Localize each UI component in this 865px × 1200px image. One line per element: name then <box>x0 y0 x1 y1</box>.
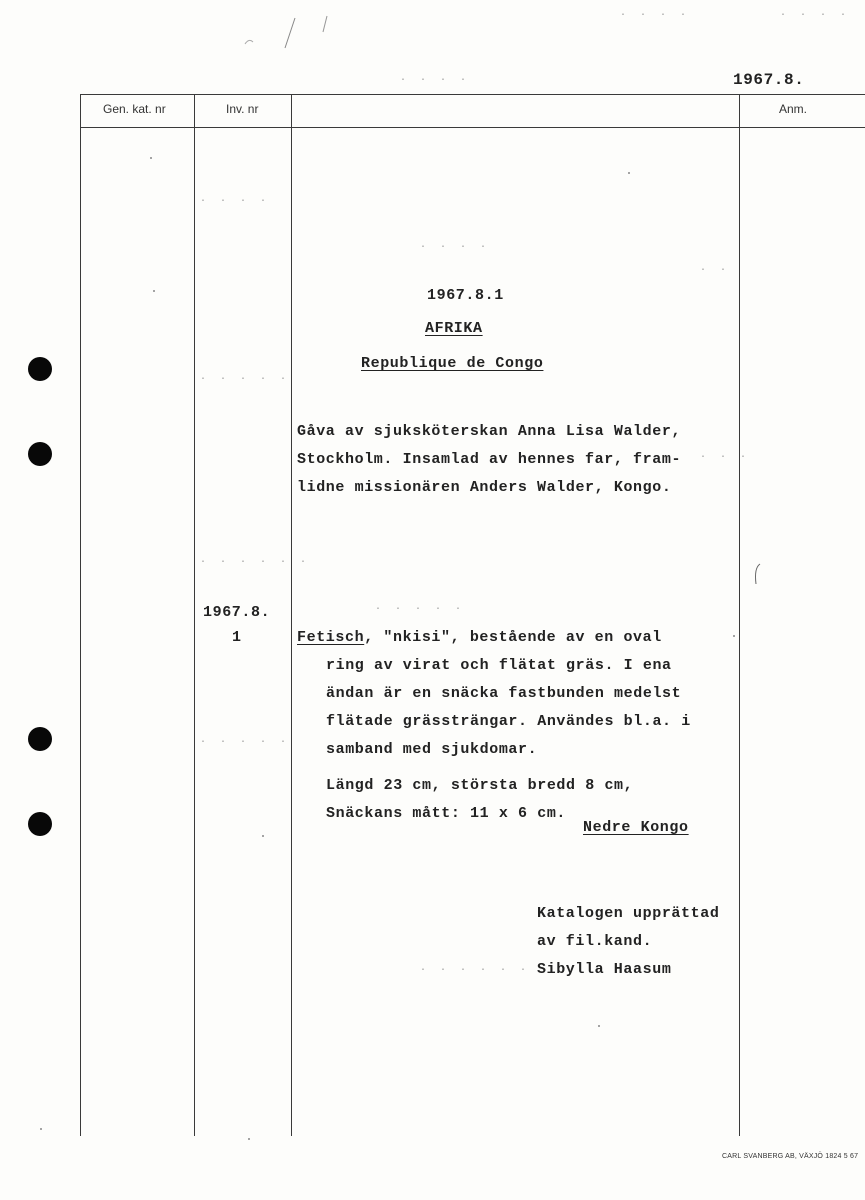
binder-hole <box>28 442 52 466</box>
printer-mark: CARL SVANBERG AB, VÄXJÖ 1824 5 67 <box>722 1153 859 1160</box>
item-measure-line: Snäckans mått: 11 x 6 cm. <box>326 805 567 822</box>
scan-speck <box>262 835 264 837</box>
scan-dots: · · · · <box>780 10 851 21</box>
item-line: flätade grässträngar. Användes bl.a. i <box>326 713 691 730</box>
scan-dots: · · · · <box>400 75 471 86</box>
scan-dots: · · · · · <box>375 604 466 615</box>
scan-speck <box>598 1025 600 1027</box>
form-column-rule-anm <box>739 94 740 1136</box>
item-measure-line: Längd 23 cm, största bredd 8 cm, <box>326 777 634 794</box>
scan-speck <box>40 1128 42 1130</box>
header-inv-nr: Inv. nr <box>226 102 259 116</box>
scan-dots: · · · · <box>620 10 691 21</box>
entry-country: Republique de Congo <box>361 355 544 372</box>
inv-number: 1967.8. <box>203 604 271 621</box>
item-region: Nedre Kongo <box>583 819 689 836</box>
entry-number: 1967.8.1 <box>427 287 504 304</box>
binder-hole <box>28 812 52 836</box>
item-first-line <box>297 624 691 652</box>
item-line: ändan är en snäcka fastbunden medelst <box>326 685 682 702</box>
entry-continent: AFRIKA <box>425 320 483 337</box>
scan-speck <box>248 1138 250 1140</box>
scan-speck <box>628 172 630 174</box>
inv-number-suffix: 1 <box>232 629 242 646</box>
cataloguer-line: av fil.kand. <box>537 933 653 950</box>
corner-catalogue-number: 1967.8. <box>733 71 805 89</box>
scan-speck <box>733 635 735 637</box>
binder-hole <box>28 727 52 751</box>
item-description <box>297 624 691 828</box>
donation-text <box>297 418 681 502</box>
pencil-mark <box>750 562 766 586</box>
item-first-line-rest: , "nkisi", bestående av en oval <box>364 629 662 646</box>
item-name: Fetisch <box>297 629 365 646</box>
form-header-rule <box>80 127 865 128</box>
donation-line: lidne missionären Anders Walder, Kongo. <box>297 479 672 496</box>
scan-dots: · · · · · <box>200 737 291 748</box>
scan-dots: · · · · · <box>200 374 291 385</box>
scan-dots: · · <box>700 265 731 276</box>
scan-speck <box>150 157 152 159</box>
cataloguer-line: Sibylla Haasum <box>537 961 672 978</box>
donation-line: Stockholm. Insamlad av hennes far, fram- <box>297 451 682 468</box>
scan-speck <box>153 290 155 292</box>
header-anm: Anm. <box>779 102 808 116</box>
cataloguer-line: Katalogen upprättad <box>537 905 720 922</box>
header-gen-kat-nr: Gen. kat. nr <box>103 102 166 116</box>
item-line: ring av virat och flätat gräs. I ena <box>326 657 672 674</box>
form-top-rule <box>80 94 865 95</box>
form-column-rule-left <box>80 94 81 1136</box>
scan-dots: · · · · · · <box>200 557 311 568</box>
scan-dots: · · · <box>700 452 751 463</box>
scan-dots: · · · · <box>420 242 491 253</box>
form-column-rule-gen <box>194 94 195 1136</box>
scan-dots: · · · · · · <box>420 965 531 976</box>
scan-dots: · · · · <box>200 196 271 207</box>
pencil-mark <box>235 14 345 54</box>
donation-line: Gåva av sjuksköterskan Anna Lisa Walder, <box>297 423 682 440</box>
cataloguer-note <box>537 900 719 984</box>
form-column-rule-inv <box>291 94 292 1136</box>
binder-hole <box>28 357 52 381</box>
item-line: samband med sjukdomar. <box>326 741 538 758</box>
